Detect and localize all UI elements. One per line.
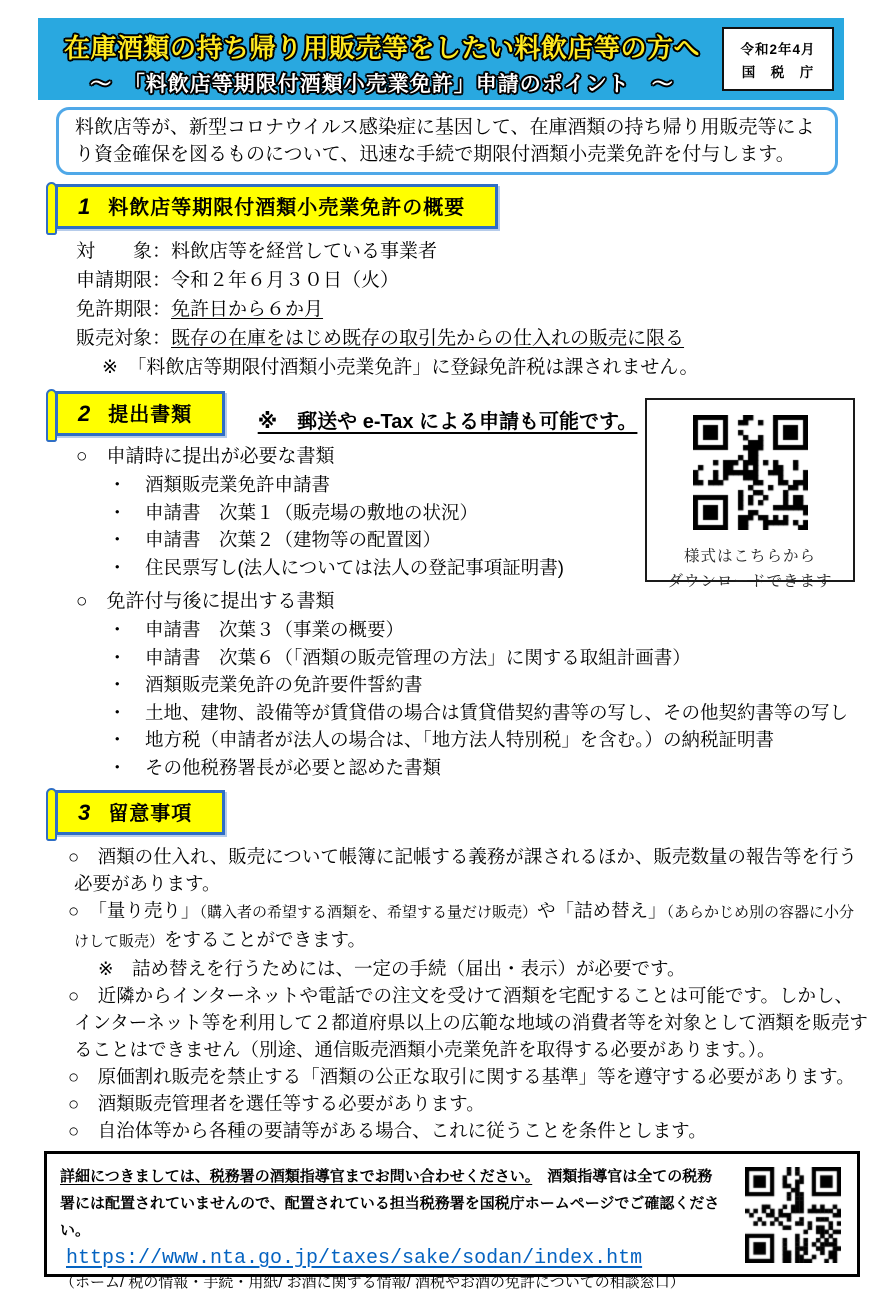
document-item: ・ 申請書 次葉６（「酒類の販売管理の方法」に関する取組計画書）: [108, 646, 691, 668]
document-page: [0, 18, 880, 1291]
row-value: 令和２年６月３０日（火）: [171, 270, 400, 291]
section2-number: 2: [78, 401, 91, 426]
overview-note: ※ 「料飲店等期限付酒類小売業免許」に登録免許税は課されません。: [102, 357, 699, 378]
row-value: 料飲店等を経営している事業者: [171, 241, 438, 262]
row-value: 既存の在庫をはじめ既存の取引先からの仕入れの販売に限る: [171, 328, 685, 349]
note-sub: ※ 詰め替えを行うためには、一定の手続（届出・表示）が必要です。: [98, 958, 686, 979]
row-label: 販売対象：: [76, 328, 172, 349]
stamp-date: 令和2年4月: [740, 42, 816, 57]
qr-code: [693, 415, 808, 530]
row-value: 免許日から６か月: [171, 299, 324, 320]
section1-title: 料飲店等期限付酒類小売業免許の概要: [108, 197, 466, 219]
qr-code: [745, 1167, 841, 1263]
footer-box: [44, 1151, 860, 1291]
intro-text: 料飲店等が、新型コロナウイルス感染症に基因して、在庫酒類の持ち帰り用販売等により資金確保を図るものについて、迅速な手続で期限付酒類小売業免許を付与します。: [75, 117, 815, 165]
note-part-small: （あらかじめ別の容器に小分けして販売）: [74, 904, 854, 950]
agency-stamp: [722, 27, 834, 91]
overview-row: [76, 237, 860, 266]
documents-after-license: [76, 587, 860, 781]
main-title: 在庫酒類の持ち帰り用販売等をしたい料飲店等の方へ: [63, 33, 700, 63]
header-banner: [38, 18, 844, 100]
qr-caption-line: 様式はこちらから: [683, 548, 816, 565]
scroll-curl-icon: [46, 182, 57, 235]
document-item: ・ その他税務署長が必要と認めた書類: [108, 756, 442, 778]
overview-row: [76, 295, 860, 324]
document-item: ・ 申請書 次葉３（事業の概要）: [108, 619, 405, 640]
overview-row: [76, 266, 860, 295]
notes-list: [68, 843, 868, 1144]
document-item: ・ 住民票写し(法人については法人の登記事項証明書): [108, 556, 564, 578]
note-part: をすることができます。: [164, 929, 367, 950]
footer-lead-underlined: 詳細につきましては、税務署の酒類指導官までお問い合わせください。: [60, 1168, 533, 1185]
note-item: ○ 原価割れ販売を禁止する「酒類の公正な取引に関する基準」等を遵守する必要があります。: [68, 1066, 855, 1087]
note-item: [68, 897, 868, 955]
sub-title: ～ 「料飲店等期限付酒類小売業免許」申請のポイント ～: [90, 73, 674, 96]
qr-caption-line: ダウンロードできます: [667, 573, 833, 590]
section1-number: 1: [78, 194, 91, 219]
document-item: ・ 酒類販売業免許申請書: [108, 474, 331, 495]
section1-banner: [55, 184, 498, 229]
footer-lead: [60, 1163, 727, 1244]
document-item: ・ 申請書 次葉１（販売場の敷地の状況）: [108, 501, 479, 523]
section2-banner: [55, 391, 225, 436]
document-items: [108, 616, 860, 781]
footer-lead-rest: 酒類指導官は全ての税務署には配置されていませんので、配置されている担当税務署を国税庁ホームページでご確認ください。: [60, 1168, 720, 1239]
documents-at-application-heading: ○ 申請時に提出が必要な書類: [76, 446, 335, 467]
intro-box: [56, 107, 838, 175]
footer-path-note: （ホーム/ 税の情報・手続・用紙/ お酒に関する情報/ 酒税やお酒の免許についての相談窓口）: [60, 1274, 685, 1291]
section3-number: 3: [78, 800, 91, 825]
section3-title: 留意事項: [108, 803, 193, 825]
note-item: ○ 酒類の仕入れ、販売について帳簿に記帳する義務が課されるほか、販売数量の報告等を行う必要があります。: [68, 846, 857, 894]
overview-row: [76, 324, 860, 353]
note-part-small: （購入者の希望する酒類を、希望する量だけ販売）: [199, 904, 537, 921]
documents-after-license-heading: ○ 免許付与後に提出する書類: [76, 591, 335, 612]
footer-url-link[interactable]: https://www.nta.go.jp/taxes/sake/sodan/index.htm: [66, 1247, 643, 1270]
row-label: 対 象：: [76, 241, 172, 262]
note-part: や「詰め替え」: [536, 900, 667, 921]
row-label: 免許期限：: [76, 299, 172, 320]
overview-list: [76, 237, 860, 382]
section2-title: 提出書類: [108, 404, 193, 426]
section3-banner-row: [55, 790, 880, 835]
document-item: ・ 酒類販売業免許の免許要件誓約書: [108, 674, 423, 695]
note-part: ○ 「量り売り」: [68, 900, 200, 921]
qr-panel: [645, 398, 855, 590]
stamp-agency: 国 税 庁: [741, 65, 815, 80]
document-item: ・ 申請書 次葉２（建物等の配置図）: [108, 529, 442, 550]
scroll-curl-icon: [46, 788, 57, 841]
document-item: ・ 土地、建物、設備等が賃貸借の場合は賃貸借契約書等の写し、その他契約書等の写し: [108, 701, 849, 723]
row-label: 申請期限：: [76, 270, 172, 291]
note-item: ○ 酒類販売管理者を選任等する必要があります。: [68, 1093, 485, 1114]
document-item: ・ 地方税（申請者が法人の場合は、「地方法人特別税」を含む。）の納税証明書: [108, 729, 775, 750]
etax-note: ※ 郵送や e-Tax による申請も可能です。: [257, 411, 638, 433]
section1-banner-row: [55, 184, 880, 229]
qr-caption: [647, 544, 853, 594]
note-item: ○ 自治体等から各種の要請等がある場合、これに従うことを条件とします。: [68, 1120, 707, 1141]
scroll-curl-icon: [46, 389, 57, 442]
section3-banner: [55, 790, 225, 835]
note-item: ○ 近隣からインターネットや電話での注文を受けて酒類を宅配することは可能です。しかし、インターネット等を利用して２都道府県以上の広範な地域の消費者等を対象として酒類を販売することはできません（別途、通信販売酒類小売業免許を取得する必要があります。）。: [68, 985, 868, 1060]
